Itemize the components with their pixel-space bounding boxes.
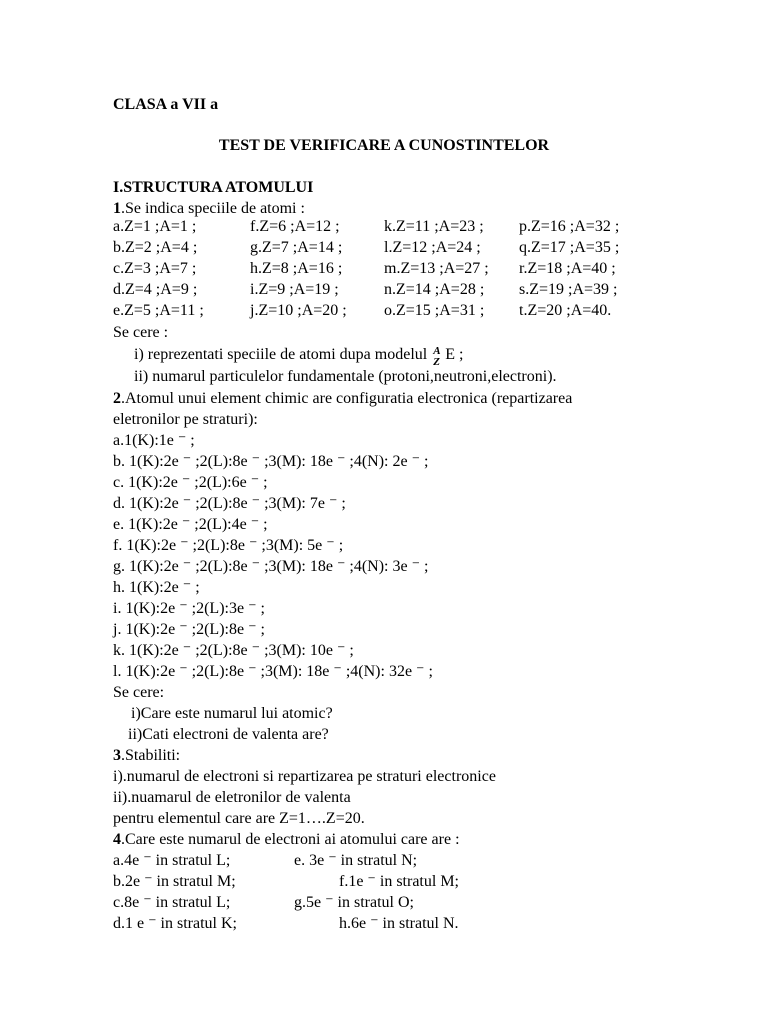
question-2-prompt-cont: eletronilor pe straturi): bbox=[113, 411, 258, 428]
q4-item-c: c.8e ⁻ in stratul L; bbox=[113, 894, 231, 911]
q3-line-for: pentru elementul care are Z=1….Z=20. bbox=[113, 810, 365, 827]
config-item: i. 1(K):2e ⁻ ;2(L):3e ⁻ ; bbox=[113, 600, 265, 617]
q4-item-f: f.1e ⁻ in stratul M; bbox=[339, 873, 459, 890]
config-item: a.1(K):1e ⁻ ; bbox=[113, 432, 195, 449]
species-cell: g.Z=7 ;A=14 ; bbox=[250, 239, 343, 256]
q4-item-h: h.6e ⁻ in stratul N. bbox=[339, 915, 459, 932]
species-cell: a.Z=1 ;A=1 ; bbox=[113, 218, 197, 235]
question-1-prompt bbox=[113, 199, 305, 219]
q3-line-ii: ii).nuamarul de eletronilor de valenta bbox=[113, 789, 351, 806]
q1-se-cere: Se cere : bbox=[113, 324, 169, 341]
config-item: c. 1(K):2e ⁻ ;2(L):6e ⁻ ; bbox=[113, 474, 268, 491]
test-title: TEST DE VERIFICARE A CUNOSTINTELOR bbox=[218, 137, 550, 154]
config-item: k. 1(K):2e ⁻ ;2(L):8e ⁻ ;3(M): 10e ⁻ ; bbox=[113, 642, 354, 659]
q4-item-d: d.1 e ⁻ in stratul K; bbox=[113, 915, 237, 932]
species-cell: c.Z=3 ;A=7 ; bbox=[113, 260, 197, 277]
requirement-text: i) reprezentati speciile de atomi dupa modelul bbox=[134, 346, 432, 363]
config-item: b. 1(K):2e ⁻ ;2(L):8e ⁻ ;3(M): 18e ⁻ ;4(N): 2e ⁻ ; bbox=[113, 453, 429, 470]
config-item: j. 1(K):2e ⁻ ;2(L):8e ⁻ ; bbox=[113, 621, 265, 638]
question-4-prompt bbox=[113, 830, 460, 850]
q2-se-cere: Se cere: bbox=[113, 684, 165, 701]
section-heading: I.STRUCTURA ATOMULUI bbox=[113, 179, 314, 196]
question-number: 3 bbox=[113, 747, 121, 764]
question-text: .Stabiliti: bbox=[121, 747, 181, 764]
requirement-text-end: E ; bbox=[445, 346, 464, 363]
species-cell: f.Z=6 ;A=12 ; bbox=[250, 218, 340, 235]
config-item: f. 1(K):2e ⁻ ;2(L):8e ⁻ ;3(M): 5e ⁻ ; bbox=[113, 537, 344, 554]
config-item: e. 1(K):2e ⁻ ;2(L):4e ⁻ ; bbox=[113, 516, 268, 533]
question-2-prompt bbox=[113, 389, 572, 409]
question-text: .Care este numarul de electroni ai atomului care are : bbox=[121, 831, 460, 848]
species-cell: i.Z=9 ;A=19 ; bbox=[250, 281, 339, 298]
species-cell: s.Z=19 ;A=39 ; bbox=[519, 281, 618, 298]
config-item: h. 1(K):2e ⁻ ; bbox=[113, 579, 200, 596]
species-cell: o.Z=15 ;A=31 ; bbox=[384, 302, 485, 319]
atomic-number-symbol: Z bbox=[433, 356, 440, 368]
question-number: 2 bbox=[113, 390, 121, 407]
config-item: g. 1(K):2e ⁻ ;2(L):8e ⁻ ;3(M): 18e ⁻ ;4(N): 3e ⁻ ; bbox=[113, 558, 429, 575]
question-number: 4 bbox=[113, 831, 121, 848]
q2-requirement-ii: ii)Cati electroni de valenta are? bbox=[128, 726, 329, 743]
species-cell: k.Z=11 ;A=23 ; bbox=[384, 218, 484, 235]
q4-item-a: a.4e ⁻ in stratul L; bbox=[113, 852, 231, 869]
config-item: d. 1(K):2e ⁻ ;2(L):8e ⁻ ;3(M): 7e ⁻ ; bbox=[113, 495, 346, 512]
question-3-prompt bbox=[113, 746, 180, 766]
species-cell: t.Z=20 ;A=40. bbox=[519, 302, 612, 319]
question-text: .Atomul unui element chimic are configuratia electronica (repartizarea bbox=[121, 390, 573, 407]
q2-requirement-i: i)Care este numarul lui atomic? bbox=[131, 705, 333, 722]
species-cell: d.Z=4 ;A=9 ; bbox=[113, 281, 198, 298]
species-cell: n.Z=14 ;A=28 ; bbox=[384, 281, 485, 298]
q3-line-i: i).numarul de electroni si repartizarea pe straturi electronice bbox=[113, 768, 496, 785]
nuclide-notation bbox=[431, 345, 445, 368]
q4-item-g: g.5e ⁻ in stratul O; bbox=[294, 894, 414, 911]
species-cell: e.Z=5 ;A=11 ; bbox=[113, 302, 204, 319]
question-number: 1 bbox=[113, 200, 121, 217]
q4-item-b: b.2e ⁻ in stratul M; bbox=[113, 873, 236, 890]
q1-requirement-ii: ii) numarul particulelor fundamentale (protoni,neutroni,electroni). bbox=[134, 368, 557, 385]
q1-requirement-i bbox=[134, 345, 464, 368]
config-item: l. 1(K):2e ⁻ ;2(L):8e ⁻ ;3(M): 18e ⁻ ;4(N): 32e ⁻ ; bbox=[113, 663, 433, 680]
species-cell: l.Z=12 ;A=24 ; bbox=[384, 239, 481, 256]
q4-item-e: e. 3e ⁻ in stratul N; bbox=[294, 852, 418, 869]
species-cell: r.Z=18 ;A=40 ; bbox=[519, 260, 616, 277]
species-cell: q.Z=17 ;A=35 ; bbox=[519, 239, 620, 256]
species-cell: p.Z=16 ;A=32 ; bbox=[519, 218, 620, 235]
species-cell: b.Z=2 ;A=4 ; bbox=[113, 239, 198, 256]
question-text: .Se indica speciile de atomi : bbox=[121, 200, 305, 217]
species-cell: j.Z=10 ;A=20 ; bbox=[250, 302, 347, 319]
species-cell: h.Z=8 ;A=16 ; bbox=[250, 260, 343, 277]
species-cell: m.Z=13 ;A=27 ; bbox=[384, 260, 489, 277]
class-label: CLASA a VII a bbox=[113, 96, 219, 113]
mass-number-symbol: A bbox=[433, 345, 441, 357]
